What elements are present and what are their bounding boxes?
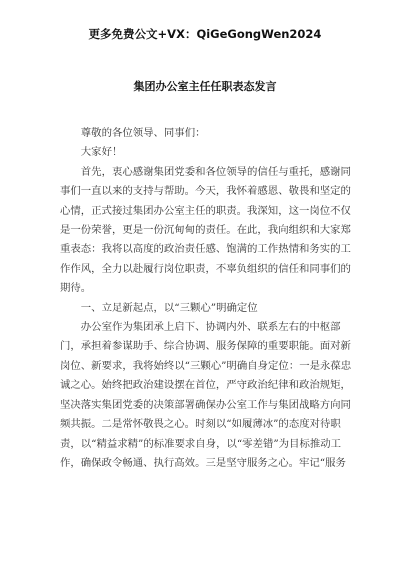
section-paragraph: 办公室作为集团承上启下、协调内外、联系左右的中枢部门，承担着参谋助手、综合协调、服务保障的重要职能。面对新岗位、新要求，我将始终以“三颗心”明确自身定位：一是永葆忠诚之心。始终把政治建设摆在首位，严守政治纪律和政治规矩，坚决落实集团党委的决策部署确保办公室工作与集团战略方向同频共振。二是常怀敬畏之心。时刻以“如履薄冰”的态度对待职责，以“精益求精”的标准要求自身，以“零差错”为目标推动工作，确保政令畅通、执行高效。三是坚守服务之心。牢记“服务	[60, 321, 352, 469]
section-heading: 一、立足新起点，以“三颗心”明确定位	[80, 301, 258, 314]
greeting: 大家好！	[80, 146, 123, 159]
salutation: 尊敬的各位领导、同事们：	[80, 127, 206, 139]
page-header: 更多免费公文+VX：QiGeGongWen2024	[88, 27, 322, 41]
document-body	[60, 124, 358, 473]
opening-paragraph: 首先，衷心感谢集团党委和各位领导的信任与重托，感谢同事们一直以来的支持与帮助。今天，我怀着感恩、敬畏和坚定的心情，正式接过集团办公室主任的职责。我深知，这一岗位不仅是一份荣誉，更是一份沉甸甸的责任。在此，我向组织和大家郑重表态：我将以高度的政治责任感、饱满的工作热情和务实的工作作风，全力以赴履行岗位职责，不辜负组织的信任和同事们的期待。	[60, 165, 351, 295]
document-title: 集团办公室主任任职表态发言	[133, 80, 277, 93]
